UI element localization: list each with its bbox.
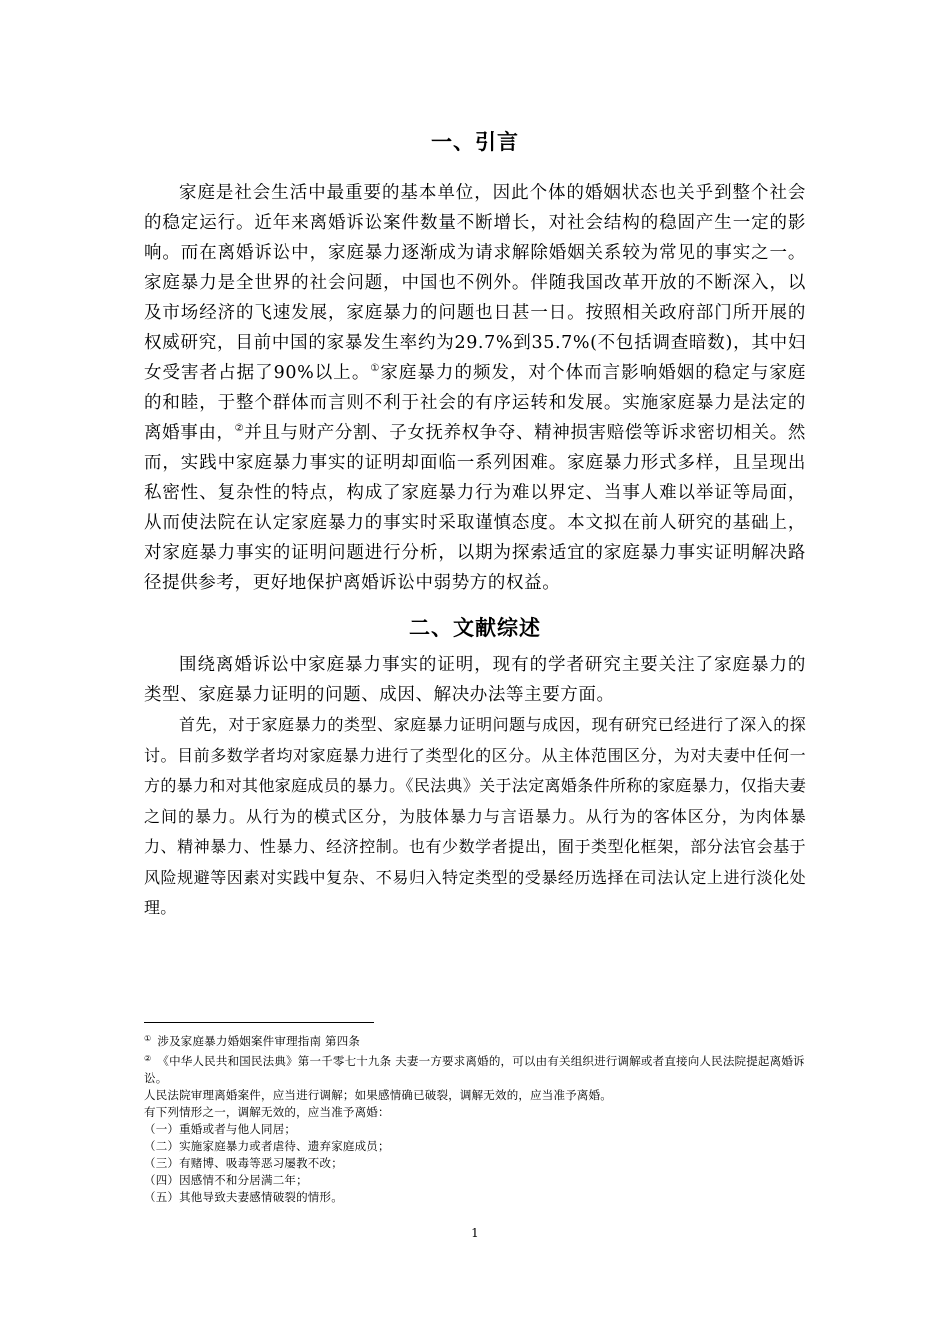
footnote-2-line-2: 人民法院审理离婚案件，应当进行调解；如果感情确已破裂，调解无效的，应当准予离婚。 — [144, 1088, 612, 1102]
footnote-1-text: 涉及家庭暴力婚姻案件审理指南 第四条 — [157, 1034, 361, 1048]
intro-paragraph — [144, 178, 806, 598]
footnote-ref-1[interactable]: ① — [370, 363, 381, 374]
section-title-introduction: 一、引言 — [431, 130, 519, 154]
footnote-2-item-3: （三）有赌博、吸毒等恶习屡教不改； — [144, 1156, 343, 1170]
footnote-2-line-3: 有下列情形之一，调解无效的，应当准予离婚： — [144, 1105, 390, 1119]
footnote-1-mark: ① — [144, 1034, 152, 1043]
footnote-1 — [144, 1030, 806, 1050]
intro-text-part2: 家庭暴力的频发，对个体而言影响婚姻的稳定与家庭的和睦，于整个群体而言则不利于社会的有序运转和发展。实施家庭暴力是法定的离婚事由， — [144, 363, 806, 443]
footnote-2-item-4: （四）因感情不和分居满二年； — [144, 1173, 308, 1187]
footnotes — [144, 1030, 806, 1206]
footnote-2-item-5: （五）其他导致夫妻感情破裂的情形。 — [144, 1190, 343, 1204]
footnote-2-item-1: （一）重婚或者与他人同居； — [144, 1122, 297, 1136]
footnote-separator — [144, 1022, 374, 1023]
intro-text-part3: 并且与财产分割、子女抚养权争夺、精神损害赔偿等诉求密切相关。然而，实践中家庭暴力事实的证明却面临一系列困难。家庭暴力形式多样，且呈现出私密性、复杂性的特点，构成了家庭暴力行为难以界定、当事人难以举证等局面，从而使法院在认定家庭暴力的事实时采取谨慎态度。本文拟在前人研究的基础上，对家庭暴力事实的证明问题进行分析，以期为探索适宜的家庭暴力事实证明解决路径提供参考，更好地保护离婚诉讼中弱势方的权益。 — [144, 423, 806, 593]
footnote-2-text: 《中华人民共和国民法典》第一千零七十九条 夫妻一方要求离婚的，可以由有关组织进行调解或者直接向人民法院提起离婚诉讼。 — [144, 1054, 805, 1085]
footnote-ref-2[interactable]: ② — [234, 423, 245, 434]
page-number: 1 — [471, 1226, 479, 1240]
intro-text-part1: 家庭是社会生活中最重要的基本单位，因此个体的婚姻状态也关乎到整个社会的稳定运行。近年来离婚诉讼案件数量不断增长，对社会结构的稳固产生一定的影响。而在离婚诉讼中，家庭暴力逐渐成为请求解除婚姻关系较为常见的事实之一。家庭暴力是全世界的社会问题，中国也不例外。伴随我国改革开放的不断深入，以及市场经济的飞速发展，家庭暴力的问题也日甚一日。按照相关政府部门所开展的权威研究，目前中国的家暴发生率约为29.7%到35.7%(不包括调查暗数)，其中妇女受害者占据了90%以上。 — [144, 183, 806, 383]
footnote-2-mark: ② — [144, 1054, 152, 1063]
footnote-2-item-2: （二）实施家庭暴力或者虐待、遗弃家庭成员； — [144, 1139, 390, 1153]
review-paragraph-1: 围绕离婚诉讼中家庭暴力事实的证明，现有的学者研究主要关注了家庭暴力的类型、家庭暴力证明的问题、成因、解决办法等主要方面。 — [144, 655, 806, 705]
review-paragraph-2: 首先，对于家庭暴力的类型、家庭暴力证明问题与成因，现有研究已经进行了深入的探讨。目前多数学者均对家庭暴力进行了类型化的区分。从主体范围区分，为对夫妻中任何一方的暴力和对其他家庭成员的暴力。《民法典》关于法定离婚条件所称的家庭暴力，仅指夫妻之间的暴力。从行为的模式区分，为肢体暴力与言语暴力。从行为的客体区分，为肉体暴力、精神暴力、性暴力、经济控制。也有少数学者提出，囿于类型化框架，部分法官会基于风险规避等因素对实践中复杂、不易归入特定类型的受暴经历选择在司法认定上进行淡化处理。 — [144, 715, 806, 917]
main-content — [144, 124, 806, 924]
section-title-literature-review: 二、文献综述 — [409, 616, 541, 640]
footnote-2 — [144, 1050, 806, 1087]
